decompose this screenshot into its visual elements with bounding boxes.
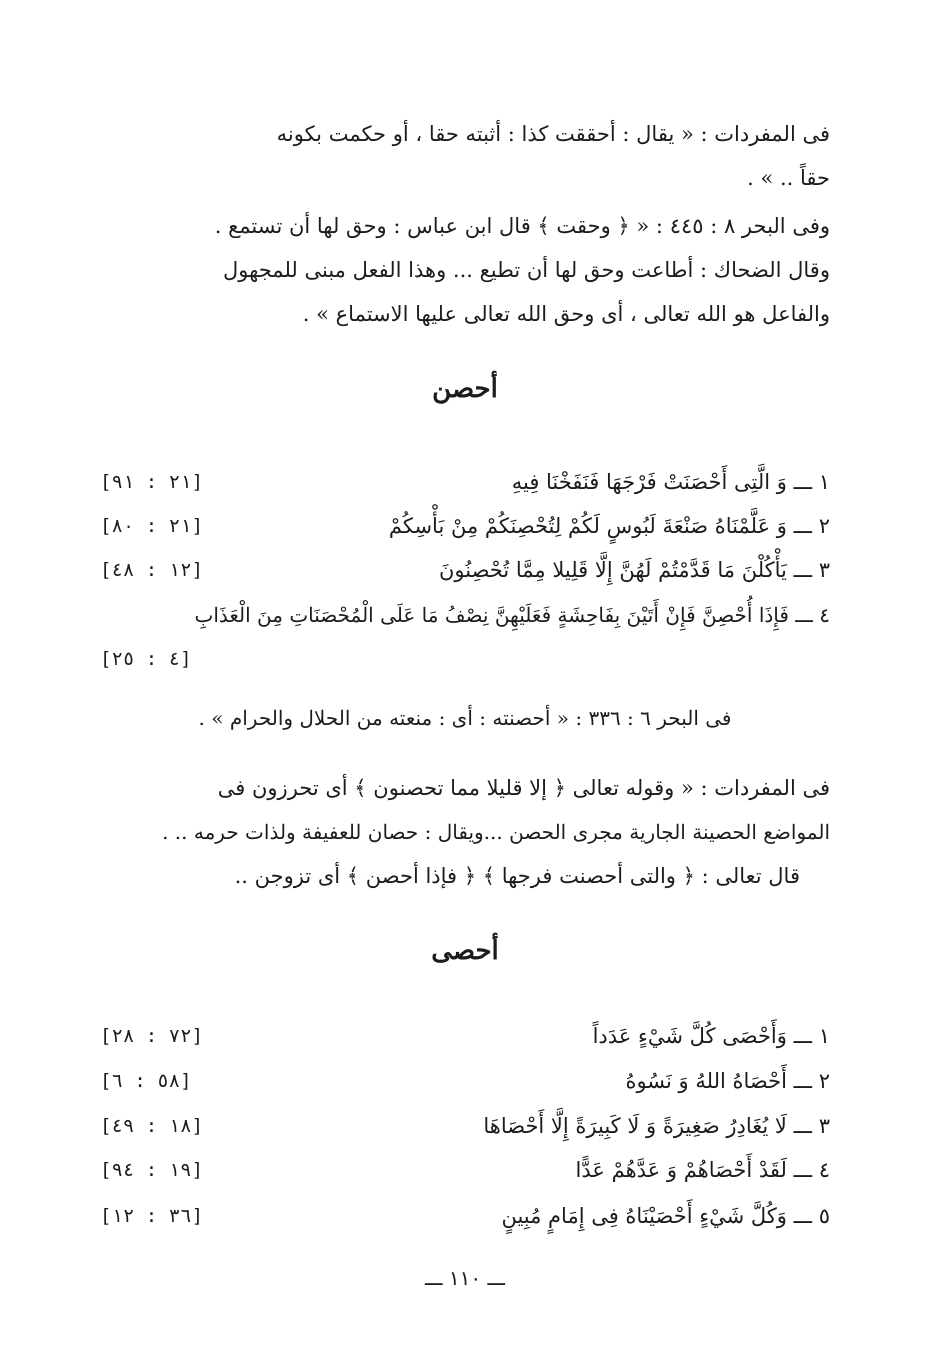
bahr-note-ahsan: فى البحر ٦ : ٣٣٦ : « أحصنته : أى : منعته من الحلال والحرام » . <box>198 706 732 730</box>
verse-row <box>100 1196 830 1236</box>
verse-row <box>100 462 830 502</box>
verse-row <box>100 1106 830 1146</box>
verse-row <box>100 1016 830 1056</box>
verse-reference: [١٨ : ٤٩] <box>100 1115 204 1137</box>
section-heading-ahsan: أحصن <box>432 374 498 404</box>
verse-row <box>100 1061 830 1101</box>
verse-text: ١ ـــ وَ الَّتِى أَحْصَنَتْ فَرْجَهَا فَنَفَخْنَا فِيهِ <box>511 470 830 494</box>
mufradat-paragraph-ahsan <box>100 766 830 898</box>
verse-row <box>100 1150 830 1190</box>
verse-text: ٤ ـــ فَإِذَا أُحْصِنَّ فَإِنْ أَتَيْنَ بِفَاحِشَةٍ فَعَلَيْهِنَّ نِصْفُ مَا عَلَى الْمُحْصَنَاتِ مِنَ الْعَذَابِ <box>194 603 830 627</box>
verse-reference: [٢١ : ٨٠] <box>100 515 204 537</box>
verse-text: ٢ ـــ وَ عَلَّمْنَاهُ صَنْعَةَ لَبُوسٍ لَكُمْ لِتُحْصِنَكُمْ مِنْ بَأْسِكُمْ <box>388 514 830 538</box>
verse-reference: [٧٢ : ٢٨] <box>100 1025 204 1047</box>
text-line: المواضع الحصينة الجارية مجرى الحصن ...ويقال : حصان للعفيفة ولذات حرمه .. . <box>162 820 830 844</box>
section-heading-ahsa: أحصى <box>431 936 499 966</box>
verse-text: ٢ ـــ أَحْصَاهُ اللهُ وَ نَسُوهُ <box>625 1069 830 1093</box>
verse-reference: [٥٨ : ٦] <box>100 1070 192 1092</box>
text-line: وقال الضحاك : أطاعت وحق لها أن تطيع ... وهذا الفعل مبنى للمجهول <box>222 258 830 282</box>
verse-reference: [١٩ : ٩٤] <box>100 1159 204 1181</box>
verse-row <box>100 506 830 546</box>
verse-row <box>100 550 830 590</box>
document-page <box>100 0 830 1356</box>
bahr-paragraph-haqq <box>100 204 830 336</box>
verse-reference: [٤ : ٢٥] <box>100 648 192 670</box>
text-line: والفاعل هو الله تعالى ، أى وحق الله تعالى عليها الاستماع » . <box>302 302 830 326</box>
mufradat-paragraph-haqq <box>100 112 830 200</box>
page-number: ـــ ١١٠ ـــ <box>424 1266 506 1290</box>
text-line: فى المفردات : « يقال : أحققت كذا : أثبته حقا ، أو حكمت بكونه <box>276 122 830 146</box>
text-line: حقاً .. » . <box>747 166 830 190</box>
verse-reference: [٢١ : ٩١] <box>100 471 204 493</box>
text-line: قال تعالى : ﴿ والتى أحصنت فرجها ﴾ ﴿ فإذا أحصن ﴾ أى تزوجن .. <box>234 864 800 888</box>
verse-text: ٥ ـــ وَكُلَّ شَيْءٍ أَحْصَيْنَاهُ فِى إِمَامٍ مُبِينٍ <box>501 1204 830 1228</box>
verse-reference: [١٢ : ٤٨] <box>100 559 204 581</box>
text-line: فى المفردات : « وقوله تعالى ﴿ إلا قليلا مما تحصنون ﴾ أى تحرزون فى <box>217 776 830 800</box>
verse-row-continuation <box>100 639 830 679</box>
text-line: وفى البحر ٨ : ٤٤٥ : « ﴿ وحقت ﴾ قال ابن عباس : وحق لها أن تستمع . <box>214 214 830 238</box>
verse-reference: [٣٦ : ١٢] <box>100 1205 204 1227</box>
verse-text: ٣ ـــ لَا يُغَادِرُ صَغِيرَةً وَ لَا كَبِيرَةً إِلَّا أَحْصَاهَا <box>483 1114 830 1138</box>
verse-text: ٤ ـــ لَقَدْ أَحْصَاهُمْ وَ عَدَّهُمْ عَدًّا <box>575 1158 830 1182</box>
verse-row <box>100 595 830 635</box>
verse-text: ١ ـــ وَأَحْصَى كُلَّ شَيْءٍ عَدَداً <box>592 1024 830 1048</box>
verse-text: ٣ ـــ يَأْكُلْنَ مَا قَدَّمْتُمْ لَهُنَّ إِلَّا قَلِيلا مِمَّا تُحْصِنُونَ <box>438 558 830 582</box>
